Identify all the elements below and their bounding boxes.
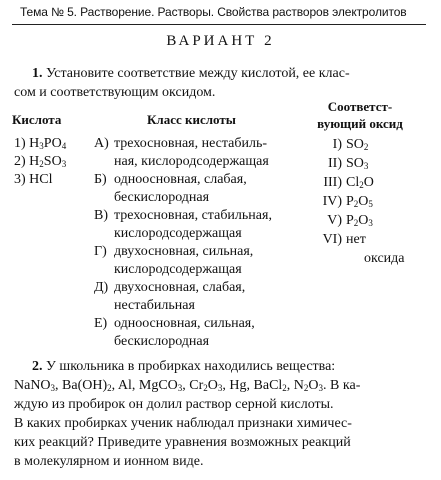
class-description-line: трехосновная, нестабиль- [114,136,268,151]
col-header-oxide-line1: Соответст- [327,99,393,114]
acid-formula: HCl [29,172,53,187]
class-description-line: двухосновная, сильная, [114,244,254,259]
oxide-list [322,135,422,268]
class-letter: А) [94,136,109,151]
oxide-formula: $Cl_2O$ [346,175,374,190]
class-letter: В) [94,208,108,223]
class-description [114,315,299,351]
class-description-line: бескислородная [114,190,210,205]
task1-line1 [14,64,424,83]
acid-item [14,153,66,171]
col-header-oxide [305,98,415,132]
class-description-line: ная, кислородсодержащая [114,154,269,169]
oxide-formula: $P_2O_3$ [346,213,373,228]
task2-line: ких реакций? Приведите уравнения возможных реакций [14,435,351,450]
oxide-formula: $SO_2$ [346,137,369,152]
col-header-acid: Кислота [12,112,62,127]
task1-text-line2: сом и соответствующим оксидом. [14,85,216,100]
header-divider [12,24,426,25]
col-header-oxide-line2: вующий оксид [317,116,403,131]
oxide-item [322,230,422,249]
acid-formula: $H_3PO_4$ [29,136,67,151]
class-item [94,171,299,207]
class-description [114,171,299,207]
class-description-line: кислородсодержащая [114,262,242,277]
acid-formula: $H_2SO_3$ [29,154,67,169]
class-description-line: одноосновная, слабая, [114,172,247,187]
task1-text-line1: Установите соответствие между кислотой, ее клас- [46,66,350,81]
acid-number: 2) [14,154,30,169]
class-item [94,315,299,351]
oxide-formula: $SO_3$ [346,156,369,171]
task2-line: в молекулярном и ионном виде. [14,454,204,469]
acid-item [14,135,66,153]
class-letter: Е) [94,316,108,331]
oxide-item [322,211,422,230]
task2-line: 2. У школьника в пробирках находились вещества: [32,359,336,374]
oxide-item [322,154,422,173]
oxide-item [322,173,422,192]
class-description [114,207,299,243]
class-description [114,135,299,171]
oxide-number: II) [328,156,342,171]
acid-number: 1) [14,136,30,151]
task1-number: 1. [32,66,43,81]
class-description-line: одноосновная, сильная, [114,316,255,331]
oxide-item [322,135,422,154]
oxide-number: IV) [322,194,342,209]
task2-line: В каких пробирках ученик наблюдал признаки химичес- [14,416,352,431]
class-letter: Д) [94,280,109,295]
class-description-line: двухосновная, слабая, [114,280,246,295]
acid-list [14,135,66,189]
oxide-formula: $P_2O_5$ [346,194,373,209]
oxide-number: VI) [322,232,342,247]
class-letter: Б) [94,172,107,187]
task1-prompt [14,64,424,102]
class-item [94,135,299,171]
class-item [94,243,299,279]
class-description-line: бескислородная [114,334,210,349]
task2-prompt [14,357,428,471]
class-description [114,279,299,315]
task2-line: ждую из пробирок он долил раствор серной кислоты. [14,397,334,412]
class-description-line: трехосновная, стабильная, [114,208,272,223]
topic-header: Тема № 5. Растворение. Растворы. Свойства растворов электролитов [20,5,407,19]
class-description-line: кислородсодержащая [114,226,242,241]
oxide-extra-text: оксида [364,251,405,266]
class-description [114,243,299,279]
variant-title: ВАРИАНТ 2 [166,33,275,49]
col-header-class: Класс кислоты [147,112,236,127]
acid-item [14,171,66,189]
acid-number: 3) [14,172,30,187]
oxide-item [322,192,422,211]
oxide-formula: нет [346,232,366,247]
oxide-number: III) [323,175,342,190]
class-item [94,207,299,243]
class-item [94,279,299,315]
class-letter: Г) [94,244,107,259]
task2-line: NaNO$_3$, $Ba(OH)_2$, Al, MgCO$_3$, $Cr_2O_3$, Hg, BaCl$_2$, $N_2O_3$. В ка- [14,378,361,393]
oxide-number: V) [327,213,342,228]
class-description-line: нестабильная [114,298,195,313]
oxide-number: I) [332,137,342,152]
class-list [94,135,299,351]
